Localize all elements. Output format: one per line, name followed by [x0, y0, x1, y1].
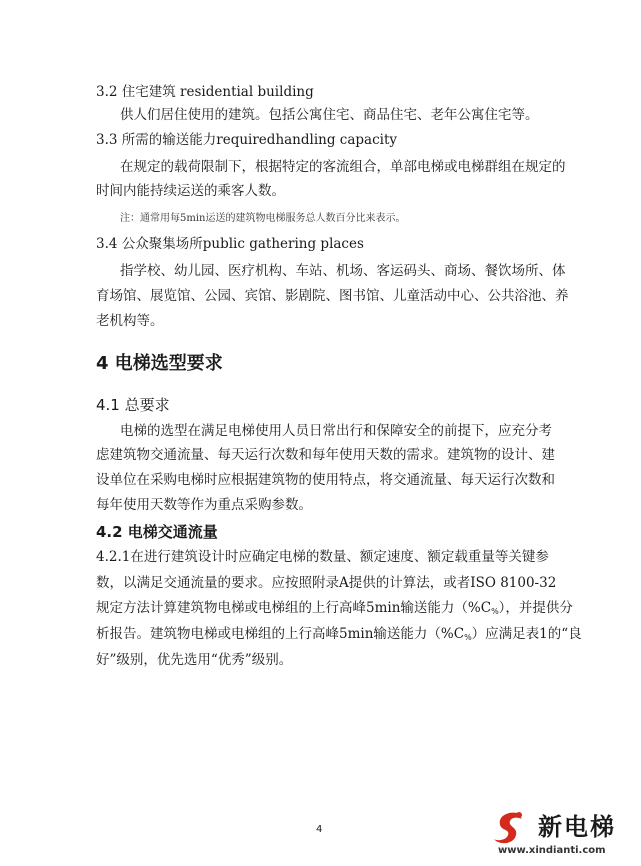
section-3-3-heading: 3.3 所需的输送能力requiredhandling capacity: [96, 132, 398, 148]
section-3-2-heading: 3.2 住宅建筑 residential building: [96, 84, 314, 100]
section-4-2-body-line: 4.2.1在进行建筑设计时应确定电梯的数量、额定速度、额定载重量等关键参: [96, 549, 549, 565]
section-4-2-body-line: [96, 625, 582, 647]
subscript: %: [464, 633, 472, 642]
body-text: ），并提供分: [498, 600, 573, 616]
section-3-4-body-line: 育场馆、展览馆、公园、宾馆、影剧院、图书馆、儿童活动中心、公共浴池、养: [96, 288, 569, 304]
section-3-4-body-line: 指学校、幼儿园、医疗机构、车站、机场、客运码头、商场、餐饮场所、体: [120, 263, 566, 279]
section-3-4-body-line: 老机构等。: [96, 313, 164, 329]
section-3-3-body-line: 时间内能持续运送的乘客人数。: [96, 183, 285, 199]
section-3-2-body: 供人们居住使用的建筑。包括公寓住宅、商品住宅、老年公寓住宅等。: [120, 107, 539, 123]
xindianti-logo-icon: [488, 807, 528, 847]
watermark-title: 新电梯: [538, 813, 616, 841]
section-4-2-heading: 4.2 电梯交通流量: [96, 523, 218, 541]
watermark-url: www.xindianti.com: [498, 845, 606, 856]
body-text: 析报告。建筑物电梯或电梯组的上行高峰5min输送能力（%C: [96, 626, 465, 642]
subscript: %: [491, 607, 499, 616]
body-text: ）应满足表1的“良: [471, 626, 582, 642]
section-3-4-heading: 3.4 公众聚集场所public gathering places: [96, 236, 364, 252]
body-text: 规定方法计算建筑物电梯或电梯组的上行高峰5min输送能力（%C: [96, 600, 492, 616]
watermark: [480, 805, 636, 861]
section-4-1-body-line: 电梯的选型在满足电梯使用人员日常出行和保障安全的前提下，应充分考: [120, 423, 552, 439]
section-4-1-body-line: 每年使用天数等作为重点采购参数。: [96, 497, 312, 513]
section-4-1-body-line: 虑建筑物交通流量、每天运行次数和每年使用天数的需求。建筑物的设计、建: [96, 447, 555, 463]
section-4-2-body-line: 数，以满足交通流量的要求。应按照附录A提供的计算法，或者ISO 8100-32: [96, 575, 557, 591]
page-number: 4: [316, 824, 323, 835]
section-4-1-heading: 4.1 总要求: [96, 396, 170, 414]
section-4-1-body-line: 设单位在采购电梯时应根据建筑物的使用特点，将交通流量、每天运行次数和: [96, 472, 555, 488]
section-4-2-body-line: [96, 599, 573, 621]
section-3-3-note: 注：通常用每5min运送的建筑物电梯服务总人数百分比来表示。: [120, 213, 406, 224]
section-3-3-body-line: 在规定的载荷限制下，根据特定的客流组合，单部电梯或电梯群组在规定的: [120, 159, 566, 175]
section-4-2-body-line: 好”级别，优先选用“优秀”级别。: [96, 652, 293, 668]
chapter-4-heading: 4 电梯选型要求: [96, 353, 223, 374]
